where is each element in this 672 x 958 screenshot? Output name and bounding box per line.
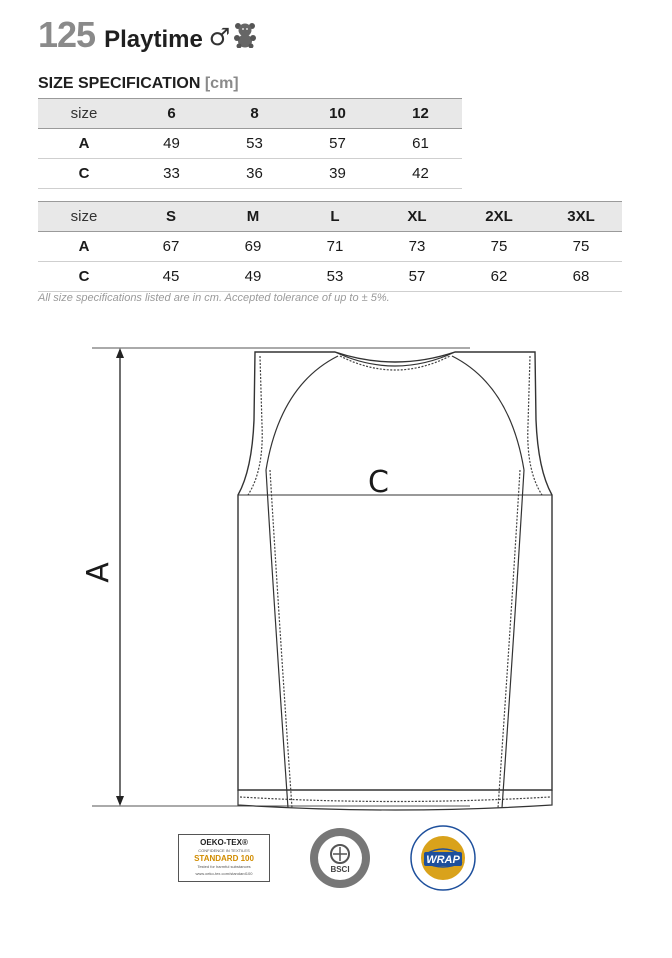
- table-cell: A: [38, 232, 130, 262]
- table-cell: 71: [294, 232, 376, 262]
- product-header: [38, 14, 257, 56]
- table-header-cell: XL: [376, 202, 458, 232]
- table-header-cell: size: [38, 202, 130, 232]
- table-header-cell: 6: [130, 99, 213, 129]
- table-cell: 53: [294, 262, 376, 292]
- tolerance-note: All size specifications listed are in cm. Accepted tolerance of up to ± 5%.: [38, 292, 390, 304]
- teddy-bear-icon: [233, 22, 257, 53]
- table-cell: 36: [213, 159, 296, 189]
- table-header-cell: size: [38, 99, 130, 129]
- table-cell: 49: [212, 262, 294, 292]
- table-row: [38, 232, 622, 262]
- size-table-adult: [38, 201, 622, 292]
- table-header-row: [38, 202, 622, 232]
- table-cell: C: [38, 159, 130, 189]
- table-header-cell: L: [294, 202, 376, 232]
- table-cell: C: [38, 262, 130, 292]
- certification-logos: [0, 826, 672, 896]
- table-cell: 62: [458, 262, 540, 292]
- table-cell: 67: [130, 232, 212, 262]
- oeko-tex-logo: OEKO-TEX® CONFIDENCE IN TEXTILES STANDARD 100 Tested for harmful substances www.oeko-tex.com/standard100: [178, 834, 270, 882]
- table-header-cell: 3XL: [540, 202, 622, 232]
- table-header-cell: 2XL: [458, 202, 540, 232]
- male-symbol-icon: ♂: [208, 23, 231, 51]
- table-row: [38, 159, 462, 189]
- table-cell: 68: [540, 262, 622, 292]
- wrap-logo: [408, 824, 478, 892]
- product-code: 125: [38, 14, 96, 55]
- table-header-cell: 10: [296, 99, 379, 129]
- table-header-cell: M: [212, 202, 294, 232]
- table-cell: 49: [130, 129, 213, 159]
- table-cell: 57: [376, 262, 458, 292]
- size-spec-title: SIZE SPECIFICATION [cm]: [38, 75, 239, 92]
- table-cell: 73: [376, 232, 458, 262]
- table-cell: 45: [130, 262, 212, 292]
- table-cell: 39: [296, 159, 379, 189]
- svg-text:BSCI: BSCI: [330, 865, 350, 874]
- size-table-kids: [38, 98, 462, 189]
- table-row: [38, 129, 462, 159]
- table-cell: 61: [379, 129, 462, 159]
- dimension-label-a: A: [80, 562, 116, 583]
- table-row: [38, 262, 622, 292]
- table-cell: 75: [458, 232, 540, 262]
- table-header-cell: 8: [213, 99, 296, 129]
- table-header-row: [38, 99, 462, 129]
- table-cell: 75: [540, 232, 622, 262]
- table-cell: 33: [130, 159, 213, 189]
- table-cell: A: [38, 129, 130, 159]
- product-name: Playtime: [104, 26, 203, 53]
- table-cell: 69: [212, 232, 294, 262]
- svg-text:WRAP: WRAP: [426, 854, 460, 866]
- table-cell: 57: [296, 129, 379, 159]
- table-cell: 42: [379, 159, 462, 189]
- dimension-label-c: C: [368, 465, 389, 500]
- table-header-cell: 12: [379, 99, 462, 129]
- table-header-cell: S: [130, 202, 212, 232]
- table-cell: 53: [213, 129, 296, 159]
- bsci-logo: [308, 826, 372, 890]
